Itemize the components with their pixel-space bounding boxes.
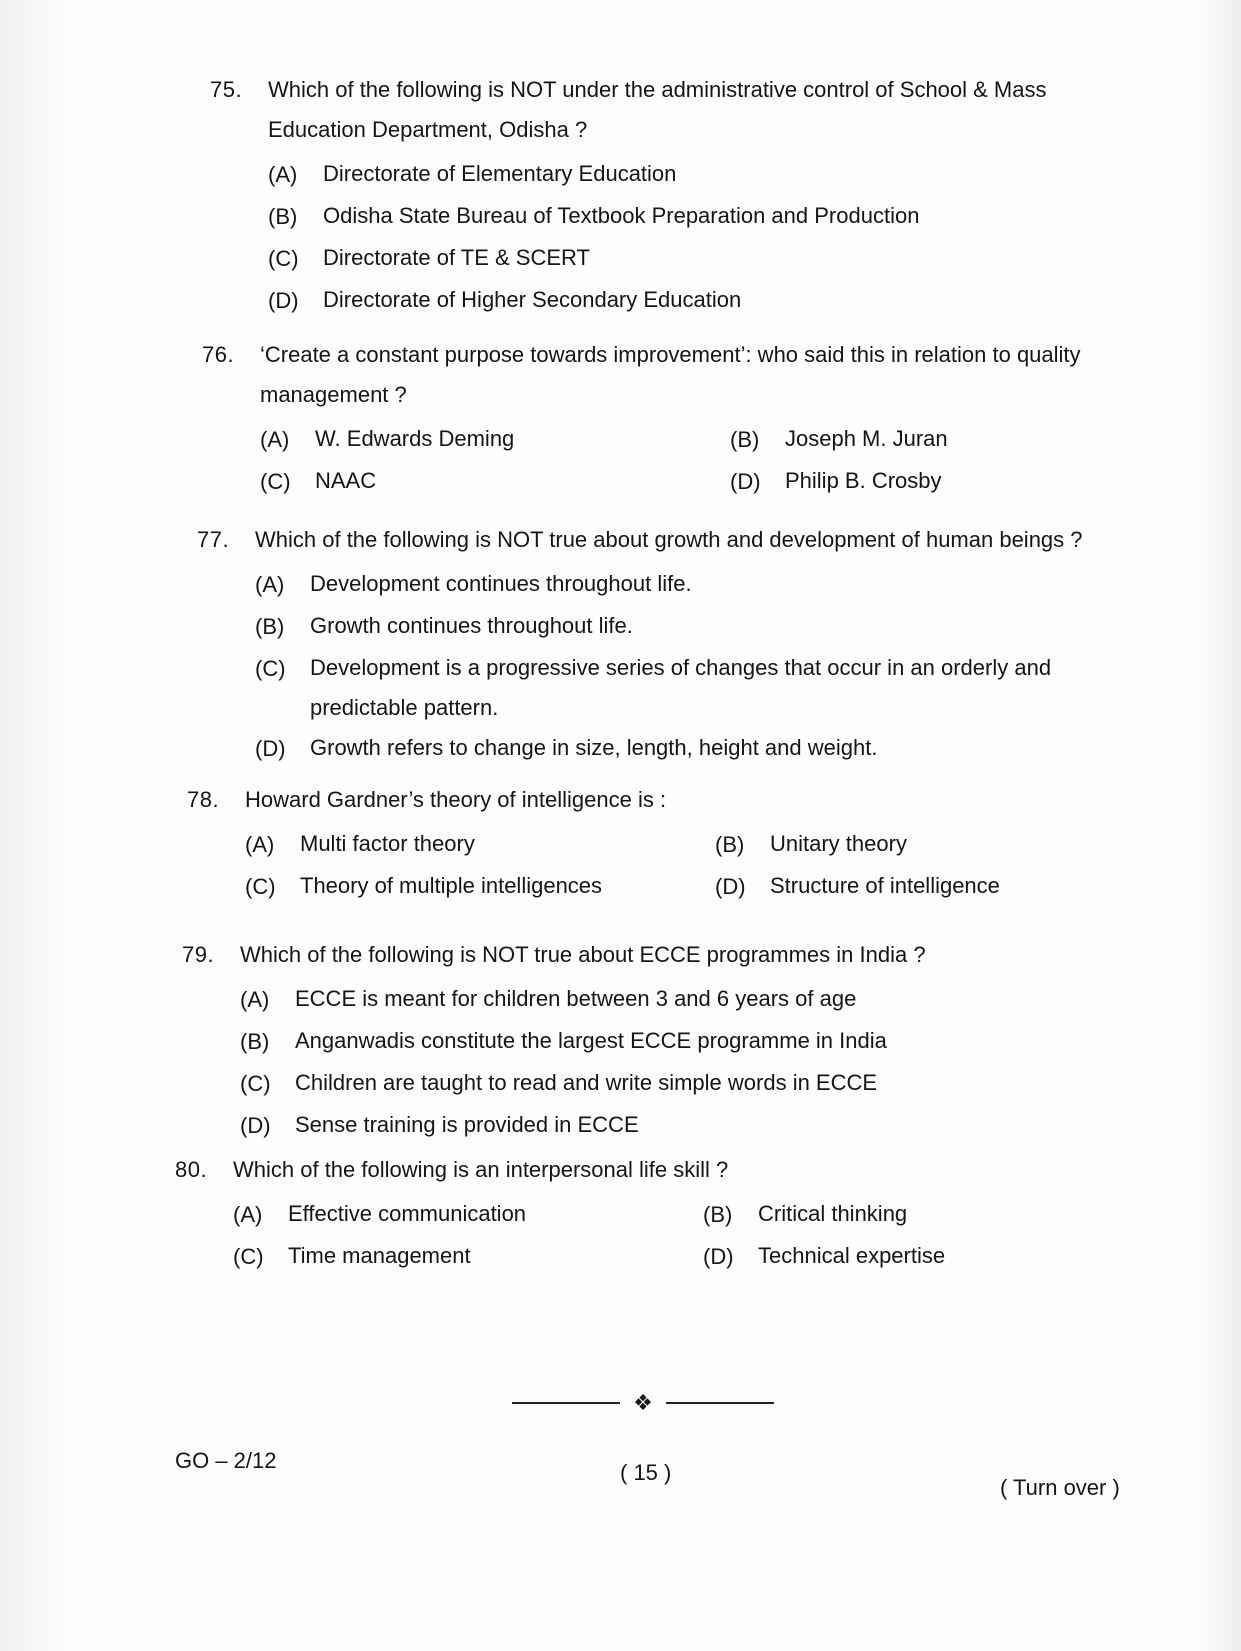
option-label: (A) [255, 572, 285, 597]
option-text: Odisha State Bureau of Textbook Preparation and Production [323, 203, 920, 228]
option-label: (C) [233, 1244, 264, 1269]
option-label: (A) [260, 427, 290, 452]
option-c [245, 866, 715, 908]
option-c [240, 1063, 1140, 1105]
question-number: 80. [175, 1157, 208, 1182]
option-label: (B) [703, 1202, 733, 1227]
option-text: Joseph M. Juran [785, 426, 948, 451]
option-a [268, 154, 1148, 196]
option-list [240, 979, 1140, 1147]
option-list [260, 419, 1120, 503]
option-label: (B) [730, 427, 760, 452]
option-label: (D) [240, 1113, 271, 1138]
divider-line-right [666, 1402, 774, 1404]
question-number: 79. [182, 942, 215, 967]
option-d [715, 866, 1045, 908]
option-label: (A) [268, 162, 298, 187]
question-text: Which of the following is NOT true about ECCE programmes in India ? [240, 942, 926, 967]
end-divider [512, 1392, 774, 1414]
option-label: (C) [240, 1071, 271, 1096]
option-b [703, 1194, 1033, 1236]
option-list [255, 564, 1135, 770]
option-text: Children are taught to read and write simple words in ECCE [295, 1070, 878, 1095]
question-text: Which of the following is NOT true about growth and development of human beings ? [255, 527, 1083, 552]
question-number: 76. [202, 342, 235, 367]
option-d [240, 1105, 1140, 1147]
option-text: W. Edwards Deming [315, 426, 515, 451]
option-a [255, 564, 1135, 606]
question-number: 78. [187, 787, 220, 812]
option-label: (D) [268, 288, 299, 313]
option-text: Critical thinking [758, 1201, 908, 1226]
option-text: Growth refers to change in size, length, height and weight. [310, 735, 878, 760]
option-text: Directorate of Higher Secondary Education [323, 287, 742, 312]
turn-over-note: ( Turn over ) [1000, 1475, 1120, 1500]
option-label: (B) [240, 1029, 270, 1054]
question-75 [210, 70, 1148, 322]
option-label: (A) [233, 1202, 263, 1227]
option-label: (B) [715, 832, 745, 857]
option-text: Multi factor theory [300, 831, 475, 856]
option-c [268, 238, 1148, 280]
question-text: Which of the following is NOT under the administrative control of School & Mass Education Department, Odisha ? [268, 77, 1047, 142]
option-text: Anganwadis constitute the largest ECCE programme in India [295, 1028, 887, 1053]
option-a [233, 1194, 703, 1236]
option-text: Directorate of TE & SCERT [323, 245, 590, 270]
question-79 [182, 935, 1140, 1147]
question-number: 77. [197, 527, 230, 552]
option-label: (B) [268, 204, 298, 229]
option-d [268, 280, 1148, 322]
option-text: NAAC [315, 468, 377, 493]
option-a [260, 419, 730, 461]
option-text: Philip B. Crosby [785, 468, 942, 493]
option-a [245, 824, 715, 866]
option-text: ECCE is meant for children between 3 and 6 years of age [295, 986, 857, 1011]
option-label: (D) [715, 874, 746, 899]
option-b [255, 606, 1135, 648]
option-text: Growth continues throughout life. [310, 613, 633, 638]
option-text: Effective communication [288, 1201, 527, 1226]
option-list [233, 1194, 1133, 1278]
question-text: Which of the following is an interpersonal life skill ? [233, 1157, 729, 1182]
option-d [255, 728, 1135, 770]
option-list [245, 824, 1145, 908]
question-text: Howard Gardner’s theory of intelligence is : [245, 787, 667, 812]
option-text: Theory of multiple intelligences [300, 873, 603, 898]
option-label: (C) [260, 469, 291, 494]
option-text: Structure of intelligence [770, 873, 1000, 898]
option-text: Technical expertise [758, 1243, 946, 1268]
option-text: Time management [288, 1243, 471, 1268]
question-77 [197, 520, 1135, 770]
option-c [255, 648, 1135, 728]
option-text: Development is a progressive series of changes that occur in an orderly and predictable pattern. [310, 655, 1052, 720]
option-text: Directorate of Elementary Education [323, 161, 677, 186]
option-label: (C) [255, 656, 286, 681]
option-label: (D) [730, 469, 761, 494]
option-c [233, 1236, 703, 1278]
option-label: (A) [240, 987, 270, 1012]
question-78 [187, 780, 1145, 908]
divider-line-left [512, 1402, 620, 1404]
option-d [703, 1236, 1033, 1278]
page-number: ( 15 ) [620, 1460, 672, 1485]
option-c [260, 461, 730, 503]
option-b [240, 1021, 1140, 1063]
divider-ornament-icon: ❖ [633, 1390, 653, 1415]
option-label: (B) [255, 614, 285, 639]
question-76 [202, 335, 1120, 503]
option-label: (D) [703, 1244, 734, 1269]
option-d [730, 461, 1060, 503]
option-b [730, 419, 1060, 461]
option-text: Unitary theory [770, 831, 907, 856]
option-b [268, 196, 1148, 238]
question-80 [175, 1150, 1133, 1278]
option-label: (A) [245, 832, 275, 857]
question-text: ‘Create a constant purpose towards improvement’: who said this in relation to quality management ? [260, 342, 1081, 407]
option-label: (C) [245, 874, 276, 899]
question-number: 75. [210, 77, 243, 102]
option-a [240, 979, 1140, 1021]
option-text: Sense training is provided in ECCE [295, 1112, 639, 1137]
option-label: (C) [268, 246, 299, 271]
option-text: Development continues throughout life. [310, 571, 692, 596]
option-b [715, 824, 1045, 866]
booklet-code: GO – 2/12 [175, 1448, 277, 1473]
option-label: (D) [255, 736, 286, 761]
option-list [268, 154, 1148, 322]
